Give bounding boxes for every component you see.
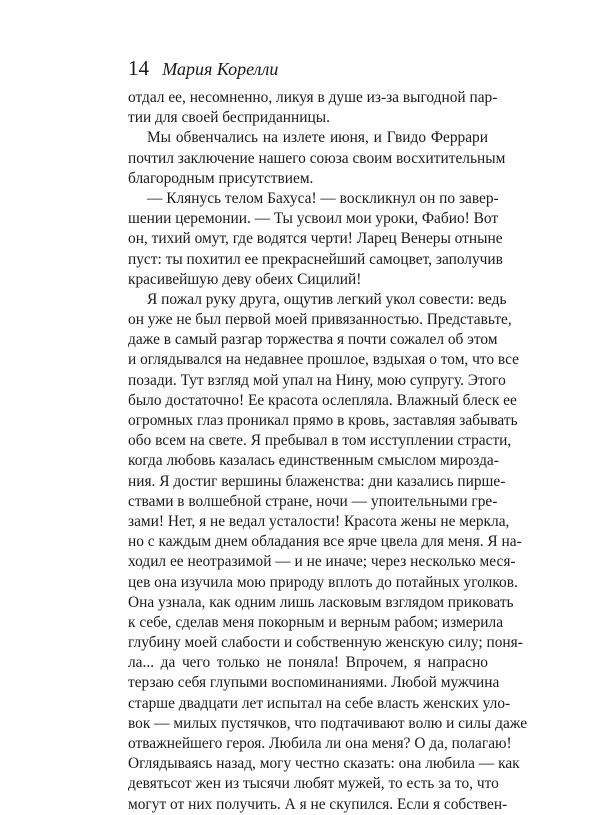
running-head [128,56,278,81]
paragraph-2 [128,128,506,189]
text-line: Она узнала, как одним лишь ласковым взглядом приковать [128,593,514,611]
text-line: красивейшую деву обеих Сицилий! [128,270,362,288]
text-line: обо всем на свете. Я пребывал в том исступлении страсти, [128,432,512,450]
text-line: Я пожал руку друга, ощутив легкий укол совести: ведь [147,290,507,308]
text-line: отдал ее, несомненно, ликуя в душе из-за выгодной пар- [128,89,498,106]
author-name: Мария Корелли [162,59,279,79]
text-line: почтил заключение нашего союза своим восхитительным [128,149,506,167]
text-line: и оглядывался на недавнее прошлое, вздыхая о том, что все [128,351,519,369]
text-line: ходил ее неотразимой — и не иначе; через несколько меся- [128,553,516,571]
text-line: отважнейшего героя. Любила ли она меня? О да, полагаю! [128,735,512,752]
text-line: даже в самый разгар торжества я почти сожалел об этом [128,331,498,349]
paragraph-4 [128,290,528,815]
text-line: было достаточно! Ее красота ослепляла. Влажный блеск ее [128,391,517,409]
text-line: ствами в волшебной стране, ночи — упоительными гре- [128,492,498,510]
text-line: вок — милых пустячков, что подтачивают волю и силы даже [128,714,528,732]
text-line: позади. Тут взгляд мой упал на Нину, мою супругу. Этого [128,371,506,389]
body-text [128,88,528,815]
text-line: могут от них получить. А я не скупился. Если я собствен- [128,795,508,813]
text-line: тии для своей бесприданницы. [128,109,330,127]
text-line: шении церемонии. — Ты усвоил мои уроки, Фабио! Вот [128,210,499,228]
page-number: 14 [128,56,149,80]
text-line: но с каждым днем обладания все ярче цвела для меня. Я на- [128,533,522,551]
text-line: огромных глаз проникал прямо в кровь, заставляя забывать [128,412,518,429]
text-line: он уже не был первой моей привязанностью. Представьте, [128,311,512,329]
text-line: он, тихий омут, где водятся черти! Ларец Венеры отныне [128,230,503,248]
text-line: — Клянусь телом Бахуса! — воскликнул он по завер- [147,189,499,207]
text-line: терзаю себя глупыми воспоминаниями. Любой мужчина [128,674,500,692]
text-line: к себе, сделав меня покорным и верным рабом; измерила [128,613,504,631]
text-line: глубину моей слабости и собственную женскую силу; поня- [128,634,523,652]
text-line: пуст: ты похитил ее прекраснейший самоцвет, заполучив [128,250,503,268]
text-line: старше двадцати лет испытал на себе власть женских уло- [128,694,511,712]
text-line: девятьсот жен из тысячи любят мужей, то есть за то, что [128,775,499,793]
text-line: цев она изучила мою природу вплоть до потайных уголков. [128,573,518,591]
text-line: благородным присутствием. [128,169,314,187]
paragraph-1 [128,88,498,128]
text-line: Мы обвенчались на излете июня, и Гвидо Феррари [147,129,488,147]
text-line: ния. Я достиг вершины блаженства: дни казались пирше- [128,472,506,490]
paragraph-3 [128,189,503,290]
text-line: Оглядываясь назад, могу честно сказать: она любила — как [128,755,520,773]
text-line: ла... да чего только не поняла! Впрочем, я напрасно [128,654,488,672]
text-line: зами! Нет, я не ведал усталости! Красота жены не меркла, [128,512,510,530]
text-line: когда любовь казалась единственным смыслом мироздa- [128,452,499,470]
